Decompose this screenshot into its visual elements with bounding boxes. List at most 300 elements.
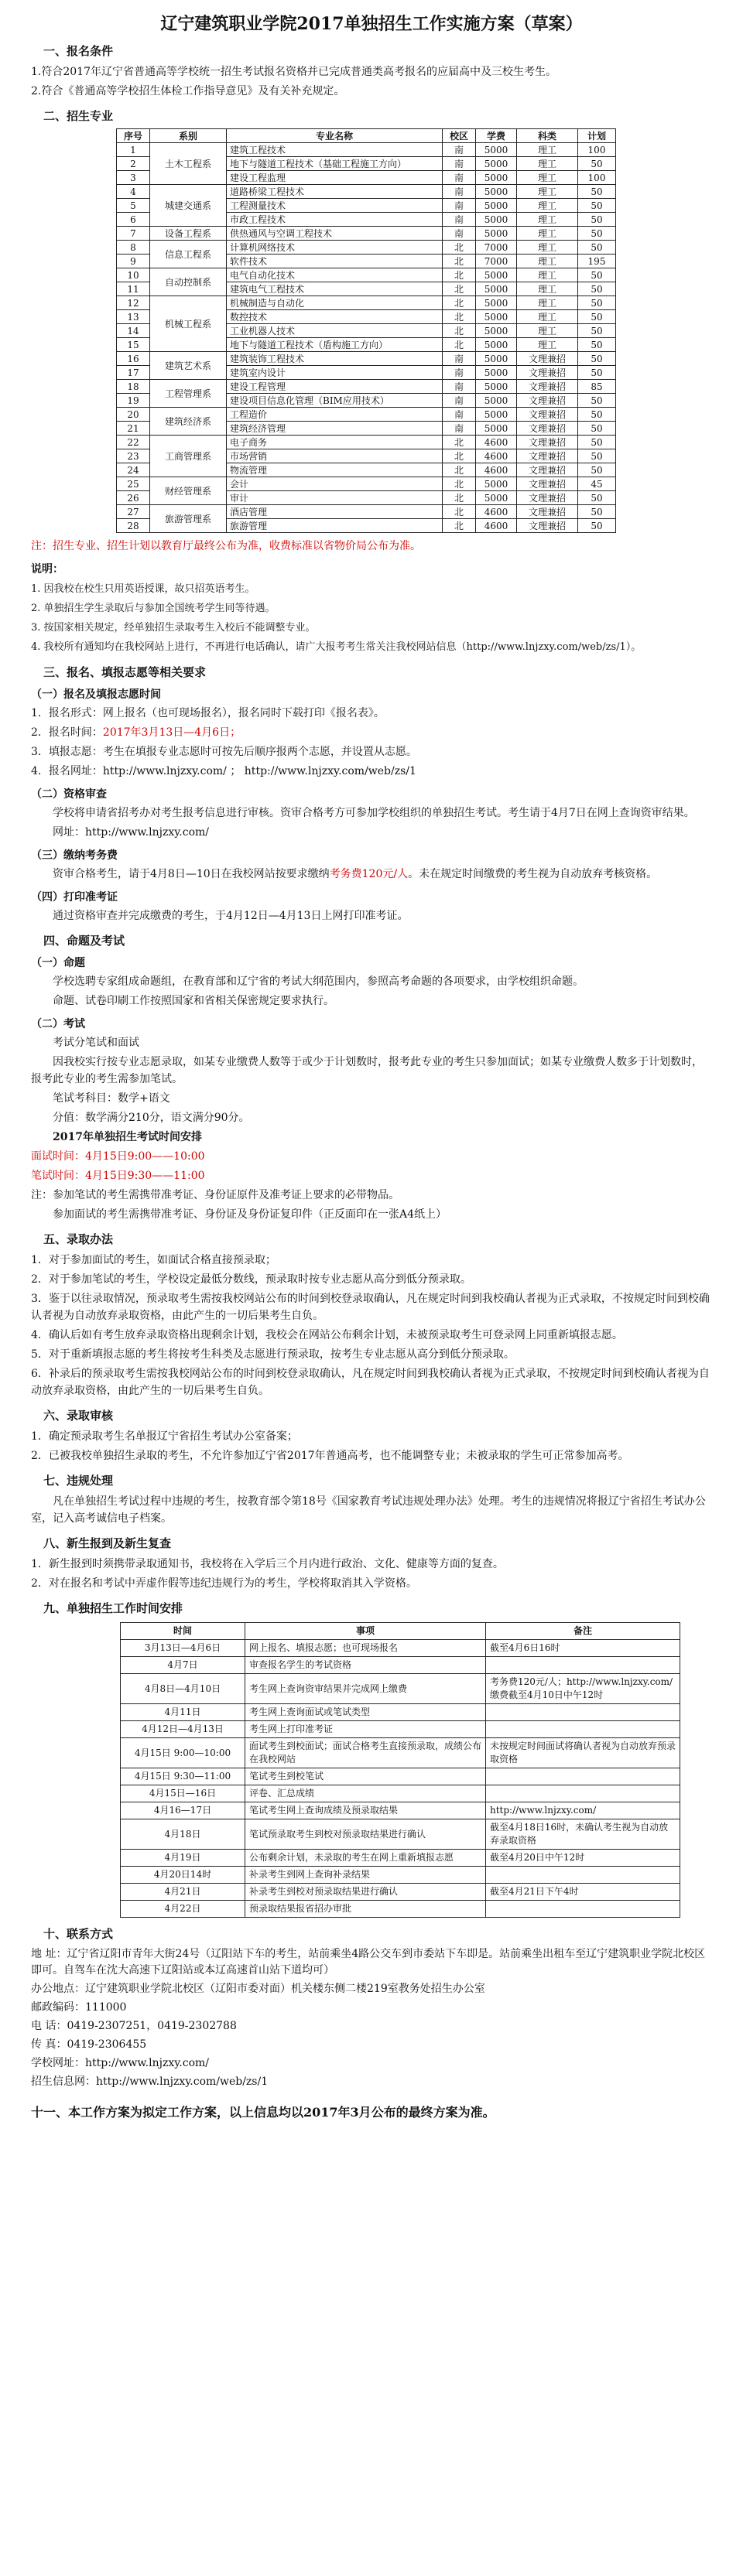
cell-major: 工程造价	[227, 408, 443, 422]
contact-website[interactable]: 学校网址：http://www.lnjzxy.com/	[31, 2057, 209, 2069]
contact-phone: 电 话：0419-2307251，0419-2302788	[31, 2020, 237, 2032]
cell-plan: 100	[578, 171, 616, 185]
cell-plan: 50	[578, 519, 616, 533]
cell-no: 10	[117, 268, 150, 282]
contact-postcode: 邮政编码：111000	[31, 2001, 127, 2014]
sched-cell-item: 笔试考生到校笔试	[245, 1768, 486, 1785]
cell-no: 16	[117, 352, 150, 366]
section-4-heading: 四、命题及考试	[43, 934, 125, 948]
sec3-sub3: （三）缴纳考务费	[31, 849, 118, 862]
cell-category: 理工	[517, 324, 578, 338]
cell-major: 建设工程监理	[227, 171, 443, 185]
cell-no: 19	[117, 394, 150, 408]
sec5-item-3: 3．鉴于以往录取情况，预录取考生需按我校网站公布的时间到校登录取确认，凡在规定时间到我校确认者视为正式录取，不按规定时间到校确认者视为自动放弃录取资格，由此产生的一切后果考生自负。	[31, 1293, 710, 1322]
cell-no: 7	[117, 227, 150, 241]
contact-fax: 传 真：0419-2306455	[31, 2038, 147, 2051]
sec3-sub2-url[interactable]: 网址：http://www.lnjzxy.com/	[53, 826, 209, 839]
sched-cell-item: 考生网上查询资审结果并完成网上缴费	[245, 1674, 486, 1704]
major-row	[117, 268, 616, 282]
majors-table	[116, 128, 616, 533]
cell-major: 酒店管理	[227, 505, 443, 519]
cell-category: 理工	[517, 185, 578, 199]
cell-major: 市政工程技术	[227, 213, 443, 227]
sec6-item-2: 2．已被我校单独招生录取的考生，不允许参加辽宁省2017年普通高考，也不能调整专业；未被录取的学生可正常参加高考。	[31, 1450, 629, 1462]
cell-fee: 5000	[476, 422, 517, 436]
sec4-sub1: （一）命题	[31, 957, 85, 969]
sec3-sub1-item-2: 2．报名时间：2017年3月13日—4月6日；	[31, 726, 241, 739]
sched-header-note: 备注	[486, 1623, 680, 1640]
sched-cell-item: 网上报名、填报志愿；也可现场报名	[245, 1640, 486, 1657]
cell-category: 理工	[517, 268, 578, 282]
sched-cell-item: 面试考生到校面试；面试合格考生直接预录取，成绩公布在我校网站	[245, 1738, 486, 1768]
cell-no: 1	[117, 143, 150, 157]
col-header-plan: 计划	[578, 129, 616, 143]
cell-category: 理工	[517, 157, 578, 171]
section-6-heading: 六、录取审核	[43, 1409, 114, 1423]
sched-cell-item: 补录考生到网上查询补录结果	[245, 1867, 486, 1884]
cell-plan: 50	[578, 227, 616, 241]
cell-fee: 5000	[476, 338, 517, 352]
sec5-item-5: 5．对于重新填报志愿的考生将按考生科类及志愿进行预录取，按考生专业志愿从高分到低分预录取。	[31, 1348, 515, 1361]
cell-no: 25	[117, 477, 150, 491]
cell-fee: 5000	[476, 408, 517, 422]
cell-category: 文理兼招	[517, 463, 578, 477]
written-time: 笔试时间：4月15日9:30——11:00	[31, 1170, 205, 1182]
cell-fee: 4600	[476, 519, 517, 533]
major-row	[117, 185, 616, 199]
cell-campus: 南	[443, 380, 476, 394]
cell-no: 21	[117, 422, 150, 436]
sched-cell-time: 4月20日14时	[121, 1867, 245, 1884]
cell-dept: 土木工程系	[150, 143, 227, 185]
schedule-row	[121, 1802, 680, 1819]
cell-fee: 7000	[476, 241, 517, 255]
cell-fee: 5000	[476, 491, 517, 505]
cell-campus: 南	[443, 422, 476, 436]
cell-no: 2	[117, 157, 150, 171]
cell-no: 3	[117, 171, 150, 185]
sched-header-item: 事项	[245, 1623, 486, 1640]
cell-major: 建筑室内设计	[227, 366, 443, 380]
schedule-row	[121, 1657, 680, 1674]
cell-category: 理工	[517, 213, 578, 227]
cell-plan: 50	[578, 505, 616, 519]
cell-campus: 南	[443, 185, 476, 199]
cell-no: 12	[117, 296, 150, 310]
sec3-sub3-text: 资审合格考生，请于4月8日—10日在我校网站按要求缴纳考务费120元/人。未在规定时间缴费的考生视为自动放弃考核资格。	[53, 868, 658, 880]
sec3-sub1: （一）报名及填报志愿时间	[31, 688, 161, 701]
major-row	[117, 227, 616, 241]
schedule-header-row	[121, 1623, 680, 1640]
cell-plan: 50	[578, 157, 616, 171]
cell-plan: 100	[578, 143, 616, 157]
cell-major: 旅游管理	[227, 519, 443, 533]
cell-campus: 南	[443, 352, 476, 366]
sched-cell-note	[486, 1657, 680, 1674]
cell-category: 文理兼招	[517, 366, 578, 380]
cell-campus: 北	[443, 449, 476, 463]
major-row	[117, 352, 616, 366]
major-row	[117, 241, 616, 255]
sched-cell-note: 截至4月6日16时	[486, 1640, 680, 1657]
cell-plan: 50	[578, 394, 616, 408]
cell-major: 机械制造与自动化	[227, 296, 443, 310]
cell-plan: 50	[578, 491, 616, 505]
cell-plan: 50	[578, 449, 616, 463]
cell-major: 地下与隧道工程技术（基础工程施工方向）	[227, 157, 443, 171]
cell-category: 文理兼招	[517, 436, 578, 449]
cell-plan: 50	[578, 185, 616, 199]
explain-item-4: 4. 我校所有通知均在我校网站上进行，不再进行电话确认，请广大报考考生常关注我校网站信息（http://www.lnjzxy.com/web/zs/1）。	[31, 641, 642, 653]
cell-category: 文理兼招	[517, 352, 578, 366]
cell-plan: 50	[578, 241, 616, 255]
cell-fee: 5000	[476, 157, 517, 171]
cell-category: 文理兼招	[517, 477, 578, 491]
cell-campus: 北	[443, 505, 476, 519]
cell-major: 市场营销	[227, 449, 443, 463]
cell-campus: 南	[443, 227, 476, 241]
schedule-row	[121, 1819, 680, 1850]
cell-dept: 城建交通系	[150, 185, 227, 227]
major-row	[117, 408, 616, 422]
cell-no: 24	[117, 463, 150, 477]
sched-cell-item: 笔试考生网上查询成绩及预录取结果	[245, 1802, 486, 1819]
cell-no: 28	[117, 519, 150, 533]
col-header-fee: 学费	[476, 129, 517, 143]
sec3-sub2: （二）资格审查	[31, 788, 107, 801]
cell-major: 软件技术	[227, 255, 443, 268]
cell-no: 4	[117, 185, 150, 199]
cell-campus: 北	[443, 477, 476, 491]
sched-cell-note	[486, 1867, 680, 1884]
cell-no: 8	[117, 241, 150, 255]
cell-plan: 50	[578, 338, 616, 352]
cell-category: 理工	[517, 171, 578, 185]
cell-fee: 5000	[476, 324, 517, 338]
cell-fee: 5000	[476, 199, 517, 213]
cell-major: 地下与隧道工程技术（盾构施工方向）	[227, 338, 443, 352]
sec4-sub2-line-1: 考试分笔试和面试	[53, 1037, 139, 1049]
cell-campus: 北	[443, 296, 476, 310]
cell-category: 文理兼招	[517, 491, 578, 505]
sched-cell-note: 考务费120元/人；http://www.lnjzxy.com/ 缴费截至4月10日中午12时	[486, 1674, 680, 1704]
cell-no: 15	[117, 338, 150, 352]
sched-cell-item: 笔试预录取考生到校对预录取结果进行确认	[245, 1819, 486, 1850]
schedule-row	[121, 1640, 680, 1657]
sec4-note-2: 参加面试的考生需携带准考证、身份证及身份证复印件（正反面印在一张A4纸上）	[53, 1208, 447, 1221]
cell-plan: 50	[578, 324, 616, 338]
cell-category: 文理兼招	[517, 380, 578, 394]
sched-cell-item: 公布剩余计划，未录取的考生在网上重新填报志愿	[245, 1850, 486, 1867]
cell-major: 建筑装饰工程技术	[227, 352, 443, 366]
sched-cell-item: 补录考生到校对预录取结果进行确认	[245, 1884, 486, 1901]
schedule-row	[121, 1721, 680, 1738]
schedule-row	[121, 1738, 680, 1768]
major-row	[117, 505, 616, 519]
cell-plan: 195	[578, 255, 616, 268]
cell-fee: 5000	[476, 268, 517, 282]
cell-campus: 南	[443, 213, 476, 227]
cell-fee: 5000	[476, 213, 517, 227]
cell-fee: 5000	[476, 394, 517, 408]
cell-major: 道路桥梁工程技术	[227, 185, 443, 199]
cell-fee: 5000	[476, 227, 517, 241]
cell-no: 22	[117, 436, 150, 449]
cell-campus: 南	[443, 394, 476, 408]
sec4-sub1-item-2: 命题、试卷印刷工作按照国家和省相关保密规定要求执行。	[53, 995, 334, 1007]
major-row	[117, 380, 616, 394]
cell-category: 理工	[517, 296, 578, 310]
sec7-text: 凡在单独招生考试过程中违规的考生，按教育部令第18号《国家教育考试违规处理办法》处理。考生的违规情况将报辽宁省招生考试办公室，记入高考诚信电子档案。	[31, 1495, 706, 1525]
col-header-major: 专业名称	[227, 129, 443, 143]
exam-fee: 考务费120元/人	[329, 868, 409, 880]
majors-table-body	[117, 143, 616, 533]
cell-campus: 北	[443, 519, 476, 533]
cell-major: 电子商务	[227, 436, 443, 449]
cell-campus: 北	[443, 268, 476, 282]
cell-dept: 工程管理系	[150, 380, 227, 408]
cell-no: 9	[117, 255, 150, 268]
sched-cell-time: 4月16—17日	[121, 1802, 245, 1819]
cell-plan: 50	[578, 463, 616, 477]
cell-plan: 50	[578, 213, 616, 227]
cell-major: 建设项目信息化管理（BIM应用技术）	[227, 394, 443, 408]
cell-plan: 50	[578, 366, 616, 380]
sched-cell-note: 截至4月21日下午4时	[486, 1884, 680, 1901]
sched-cell-time: 4月15日 9:00—10:00	[121, 1738, 245, 1768]
cell-plan: 50	[578, 422, 616, 436]
majors-note: 注：招生专业、招生计划以教育厅最终公布为准，收费标准以省物价局公布为准。	[31, 540, 421, 552]
section-9-heading: 九、单独招生工作时间安排	[43, 1601, 183, 1615]
sched-cell-item: 审查报名学生的考试资格	[245, 1657, 486, 1674]
schedule-row	[121, 1867, 680, 1884]
cell-category: 理工	[517, 143, 578, 157]
cell-no: 26	[117, 491, 150, 505]
cell-category: 理工	[517, 227, 578, 241]
cell-campus: 北	[443, 324, 476, 338]
cell-no: 11	[117, 282, 150, 296]
cell-major: 电气自动化技术	[227, 268, 443, 282]
cell-no: 23	[117, 449, 150, 463]
cell-major: 工业机器人技术	[227, 324, 443, 338]
cell-campus: 北	[443, 463, 476, 477]
cell-major: 建筑电气工程技术	[227, 282, 443, 296]
sched-cell-note: 未按规定时间面试将确认者视为自动放弃预录取资格	[486, 1738, 680, 1768]
sched-cell-note: 截至4月18日16时，未确认考生视为自动放弃录取资格	[486, 1819, 680, 1850]
interview-time: 面试时间：4月15日9:00——10:00	[31, 1150, 205, 1163]
cell-category: 文理兼招	[517, 519, 578, 533]
cell-no: 20	[117, 408, 150, 422]
cell-campus: 北	[443, 338, 476, 352]
majors-header-row	[117, 129, 616, 143]
sec5-item-1: 1．对于参加面试的考生，如面试合格直接预录取；	[31, 1254, 276, 1266]
cell-category: 理工	[517, 255, 578, 268]
major-row	[117, 143, 616, 157]
sched-cell-note	[486, 1721, 680, 1738]
cell-fee: 4600	[476, 505, 517, 519]
cell-dept: 机械工程系	[150, 296, 227, 352]
cell-dept: 财经管理系	[150, 477, 227, 505]
cell-major: 审计	[227, 491, 443, 505]
contact-office: 办公地点：辽宁建筑职业学院北校区（辽阳市委对面）机关楼东侧二楼219室教务处招生办公室	[31, 1983, 485, 1995]
sec8-item-1: 1．新生报到时须携带录取通知书，我校将在入学后三个月内进行政治、文化、健康等方面的复查。	[31, 1558, 504, 1570]
sec6-item-1: 1．确定预录取考生名单报辽宁省招生考试办公室备案；	[31, 1430, 298, 1443]
section-10-heading: 十、联系方式	[43, 1927, 114, 1941]
cell-major: 数控技术	[227, 310, 443, 324]
explain-item-1: 1. 因我校在校生只用英语授课，故只招英语考生。	[31, 583, 255, 595]
sched-cell-item: 预录取结果报省招办审批	[245, 1901, 486, 1918]
section-2-heading: 二、招生专业	[43, 109, 114, 123]
cell-major: 会计	[227, 477, 443, 491]
sched-cell-item: 考生网上打印准考证	[245, 1721, 486, 1738]
sched-cell-item: 考生网上查询面试或笔试类型	[245, 1704, 486, 1721]
schedule-row	[121, 1768, 680, 1785]
page-title: 辽宁建筑职业学院2017单独招生工作实施方案（草案）	[160, 14, 583, 34]
registration-time: 2017年3月13日—4月6日；	[102, 726, 241, 739]
sched-cell-note: http://www.lnjzxy.com/	[486, 1802, 680, 1819]
section-8-heading: 八、新生报到及新生复查	[43, 1536, 172, 1550]
contact-block	[31, 1946, 712, 2090]
cell-no: 13	[117, 310, 150, 324]
schedule-row	[121, 1674, 680, 1704]
cell-fee: 5000	[476, 477, 517, 491]
sec4-sub1-item-1: 学校选聘专家组成命题组，在教育部和辽宁省的考试大纲范围内，参照高考命题的各项要求，由学校组织命题。	[53, 975, 584, 988]
major-row	[117, 436, 616, 449]
section-5-heading: 五、录取办法	[43, 1232, 114, 1246]
cell-campus: 北	[443, 491, 476, 505]
cell-dept: 建筑经济系	[150, 408, 227, 436]
cell-category: 文理兼招	[517, 505, 578, 519]
schedule-row	[121, 1884, 680, 1901]
cell-campus: 南	[443, 366, 476, 380]
schedule-row	[121, 1901, 680, 1918]
cell-major: 工程测量技术	[227, 199, 443, 213]
sec3-sub2-text: 学校将申请省招考办对考生报考信息进行审核。资审合格考方可参加学校组织的单独招生考试。考生请于4月7日在网上查询资审结果。	[53, 807, 695, 819]
cell-no: 18	[117, 380, 150, 394]
sched-cell-note	[486, 1768, 680, 1785]
cell-major: 建设工程管理	[227, 380, 443, 394]
explain-item-3: 3. 按国家相关规定，经单独招生录取考生入校后不能调整专业。	[31, 622, 316, 634]
sec3-sub1-item-4: 4．报名网址：http://www.lnjzxy.com/ ； http://www.lnjzxy.com/web/zs/1	[31, 765, 416, 777]
cell-major: 计算机网络技术	[227, 241, 443, 255]
schedule-row	[121, 1850, 680, 1867]
schedule-table-body	[121, 1640, 680, 1918]
cell-plan: 50	[578, 352, 616, 366]
cell-plan: 50	[578, 268, 616, 282]
cell-major: 供热通风与空调工程技术	[227, 227, 443, 241]
cell-fee: 5000	[476, 171, 517, 185]
cell-category: 理工	[517, 338, 578, 352]
explain-label: 说明：	[31, 563, 63, 576]
sched-cell-time: 4月22日	[121, 1901, 245, 1918]
cell-dept: 建筑艺术系	[150, 352, 227, 380]
cell-fee: 4600	[476, 436, 517, 449]
cell-fee: 5000	[476, 380, 517, 394]
sec5-item-6: 6．补录后的预录取考生需按我校网站公布的时间到校登录取确认，凡在规定时间到我校确认者视为正式录取，不按规定时间到校确认者视为自动放弃录取资格，由此产生的一切后果考生自负。	[31, 1368, 710, 1397]
cell-fee: 5000	[476, 185, 517, 199]
cell-major: 建筑经济管理	[227, 422, 443, 436]
cell-category: 理工	[517, 310, 578, 324]
cell-campus: 南	[443, 157, 476, 171]
sec1-item-2: 2.符合《普通高等学校招生体检工作指导意见》及有关补充规定。	[31, 85, 345, 97]
col-header-campus: 校区	[443, 129, 476, 143]
sec4-sub2: （二）考试	[31, 1018, 85, 1030]
sec3-sub4: （四）打印准考证	[31, 891, 118, 904]
cell-campus: 南	[443, 143, 476, 157]
cell-campus: 北	[443, 310, 476, 324]
sched-cell-time: 4月15日 9:30—11:00	[121, 1768, 245, 1785]
sched-cell-time: 4月19日	[121, 1850, 245, 1867]
cell-dept: 自动控制系	[150, 268, 227, 296]
sched-cell-time: 3月13日—4月6日	[121, 1640, 245, 1657]
cell-fee: 5000	[476, 310, 517, 324]
sec8-item-2: 2．对在报名和考试中弄虚作假等违纪违规行为的考生，学校将取消其入学资格。	[31, 1577, 417, 1590]
section-7-heading: 七、违规处理	[43, 1474, 114, 1488]
cell-plan: 50	[578, 408, 616, 422]
sec1-item-1: 1.符合2017年辽宁省普通高等学校统一招生考试报名资格并已完成普通类高考报名的应届高中及三校生考生。	[31, 66, 556, 78]
sched-cell-time: 4月21日	[121, 1884, 245, 1901]
cell-no: 27	[117, 505, 150, 519]
cell-plan: 45	[578, 477, 616, 491]
sec4-note-1: 注：参加笔试的考生需携带准考证、身份证原件及准考证上要求的必带物品。	[31, 1189, 399, 1201]
cell-no: 6	[117, 213, 150, 227]
col-header-no: 序号	[117, 129, 150, 143]
explain-item-2: 2. 单独招生学生录取后与参加全国统考学生同等待遇。	[31, 603, 276, 614]
contact-address: 地 址：辽宁省辽阳市青年大街24号（辽阳站下车的考生，站前乘坐4路公交车到市委站下车即是。站前乘坐出租车至辽宁建筑职业学院北校区即可。自驾车在沈大高速下辽阳站或本辽高速首山站下道均可）	[31, 1948, 706, 1976]
col-header-dept: 系别	[150, 129, 227, 143]
cell-campus: 北	[443, 436, 476, 449]
sched-cell-time: 4月7日	[121, 1657, 245, 1674]
schedule-table	[120, 1622, 680, 1918]
contact-admission-site[interactable]: 招生信息网：http://www.lnjzxy.com/web/zs/1	[31, 2075, 269, 2088]
sched-cell-item: 评卷、汇总成绩	[245, 1785, 486, 1802]
sched-cell-time: 4月15日—16日	[121, 1785, 245, 1802]
final-statement: 十一、本工作方案为拟定工作方案，以上信息均以2017年3月公布的最终方案为准。	[31, 2105, 495, 2120]
section-1-heading: 一、报名条件	[43, 44, 114, 58]
cell-category: 文理兼招	[517, 422, 578, 436]
sched-cell-note	[486, 1704, 680, 1721]
cell-category: 文理兼招	[517, 449, 578, 463]
cell-fee: 4600	[476, 449, 517, 463]
schedule-row	[121, 1704, 680, 1721]
cell-dept: 信息工程系	[150, 241, 227, 268]
sec3-sub4-text: 通过资格审查并完成缴费的考生，于4月12日—4月13日上网打印准考证。	[53, 910, 409, 922]
cell-major: 建筑工程技术	[227, 143, 443, 157]
cell-fee: 4600	[476, 463, 517, 477]
cell-campus: 南	[443, 199, 476, 213]
cell-plan: 50	[578, 436, 616, 449]
cell-no: 5	[117, 199, 150, 213]
cell-dept: 旅游管理系	[150, 505, 227, 533]
cell-fee: 7000	[476, 255, 517, 268]
sched-cell-note	[486, 1785, 680, 1802]
sched-cell-note: 截至4月20日中午12时	[486, 1850, 680, 1867]
cell-category: 理工	[517, 282, 578, 296]
cell-fee: 5000	[476, 352, 517, 366]
cell-category: 理工	[517, 241, 578, 255]
sched-header-time: 时间	[121, 1623, 245, 1640]
cell-dept: 设备工程系	[150, 227, 227, 241]
cell-campus: 北	[443, 241, 476, 255]
cell-plan: 85	[578, 380, 616, 394]
cell-category: 文理兼招	[517, 394, 578, 408]
cell-plan: 50	[578, 310, 616, 324]
sec3-sub1-item-3: 3．填报志愿：考生在填报专业志愿时可按先后顺序报两个志愿，并设置从志愿。	[31, 746, 417, 758]
cell-campus: 南	[443, 171, 476, 185]
major-row	[117, 296, 616, 310]
sec4-sub2-line-3: 笔试考科目：数学+语文	[53, 1092, 170, 1105]
major-row	[117, 477, 616, 491]
